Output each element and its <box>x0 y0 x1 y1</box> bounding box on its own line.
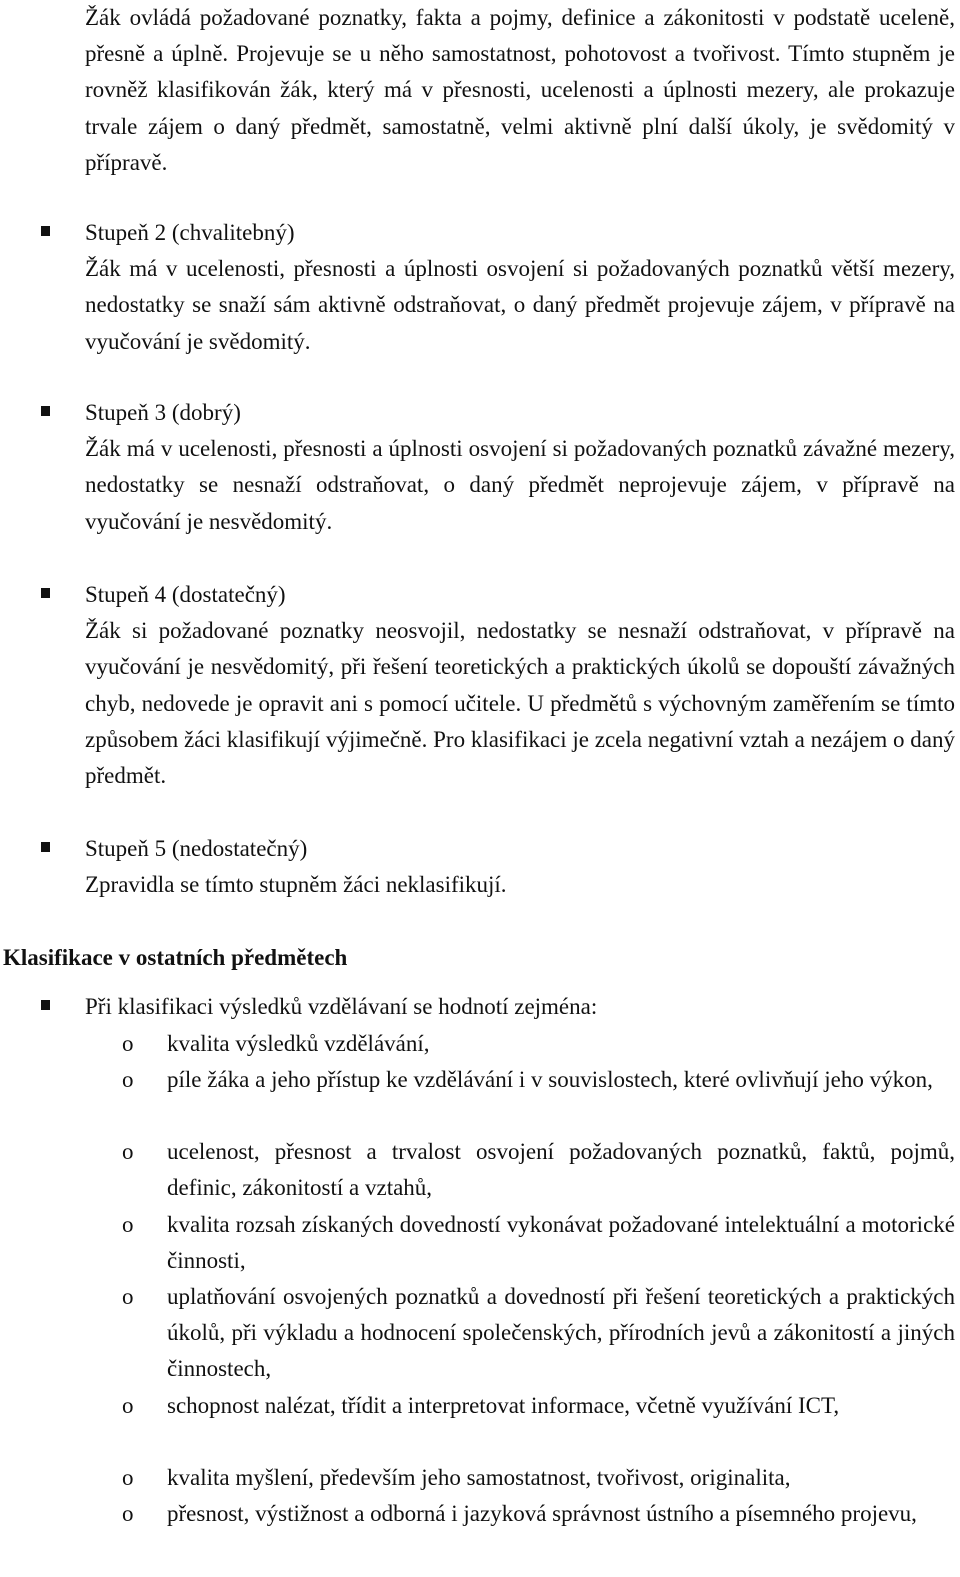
section-heading: Klasifikace v ostatních předmětech <box>3 945 348 970</box>
sub-list-item: píle žáka a jeho přístup ke vzdělávání i v souvislostech, které ovlivňují jeho výkon, <box>167 1067 933 1092</box>
sub-list-item: uplatňování osvojených poznatků a dovedností při řešení teoretických a praktických úkolů, při výkladu a hodnocení společenských, přírodních jevů a zákonitostí a jiných činnostech, <box>167 1284 955 1382</box>
sub-list-item: přesnost, výstižnost a odborná i jazyková správnost ústního a písemného projevu, <box>167 1501 917 1526</box>
grade-text: Zpravidla se tímto stupněm žáci neklasifikují. <box>85 872 507 898</box>
sub-list-marker: o <box>122 1031 134 1056</box>
grade-block-5 <box>85 831 955 903</box>
grade-block-4 <box>85 577 955 794</box>
grade-text: Žák si požadované poznatky neosvojil, nedostatky se nesnaží odstraňovat, v přípravě na vyučování je nesvědomitý, při řešení teoretických a praktických úkolů se dopouští závažných chyb, nedovede je opravit ani s pomocí učitele. U předmětů s výchovným zaměřením se tímto způsobem žáci klasifikují výjimečně. Pro klasifikaci je zcela negativní vztah a nezájem o daný předmět. <box>85 618 955 789</box>
sub-list-marker: o <box>122 1212 134 1237</box>
bullet-square-icon <box>41 842 50 852</box>
bullet-square-icon <box>41 406 50 416</box>
sub-list-marker: o <box>122 1139 134 1164</box>
sub-list-marker: o <box>122 1465 134 1490</box>
grade-title: Stupeň 5 (nedostatečný) <box>85 836 308 861</box>
sub-list-item: schopnost nalézat, třídit a interpretovat informace, včetně využívání ICT, <box>167 1393 840 1418</box>
bullet-square-icon <box>41 226 50 236</box>
grade-title: Stupeň 3 (dobrý) <box>85 400 241 425</box>
main-list-item: Při klasifikaci výsledků vzdělávaní se hodnotí zejména: <box>85 994 598 1019</box>
grade-text: Žák má v ucelenosti, přesnosti a úplnosti osvojení si požadovaných poznatků závažné mezery, nedostatky se nesnaží odstraňovat, o daný předmět neprojevuje zájem, v přípravě na vyučování je nesvědomitý. <box>85 436 955 534</box>
sub-list-marker: o <box>122 1284 134 1309</box>
sub-list-item: ucelenost, přesnost a trvalost osvojení požadovaných poznatků, faktů, pojmů, definic, zákonitostí a vztahů, <box>167 1139 955 1201</box>
sub-list-marker: o <box>122 1501 134 1526</box>
intro-paragraph: Žák ovládá požadované poznatky, fakta a pojmy, definice a zákonitosti v podstatě uceleně, přesně a úplně. Projevuje se u něho samostatnost, pohotovost a tvořivost. Tímto stupněm je rovněž klasifikován žák, který má v přesnosti, ucelenosti a úplnosti mezery, ale prokazuje trvale zájem o daný předmět, samostatně, velmi aktivně plní další úkoly, je svědomitý v přípravě. <box>85 5 955 175</box>
sub-list-item: kvalita rozsah získaných dovedností vykonávat požadované intelektuální a motorické činnosti, <box>167 1212 955 1274</box>
bullet-square-icon <box>41 1000 50 1010</box>
sub-list-item: kvalita myšlení, především jeho samostatnost, tvořivost, originalita, <box>167 1465 791 1490</box>
sub-list-item: kvalita výsledků vzdělávání, <box>167 1031 430 1056</box>
grade-title: Stupeň 4 (dostatečný) <box>85 582 286 607</box>
grade-block-2 <box>85 215 955 360</box>
grade-text: Žák má v ucelenosti, přesnosti a úplnosti osvojení si požadovaných poznatků větší mezery, nedostatky se snaží sám aktivně odstraňovat, o daný předmět projevuje zájem, v přípravě na vyučování je svědomitý. <box>85 256 955 354</box>
bullet-square-icon <box>41 588 50 598</box>
grade-title: Stupeň 2 (chvalitebný) <box>85 220 295 245</box>
sub-list-marker: o <box>122 1067 134 1092</box>
grade-block-3 <box>85 395 955 540</box>
sub-list-marker: o <box>122 1393 134 1418</box>
